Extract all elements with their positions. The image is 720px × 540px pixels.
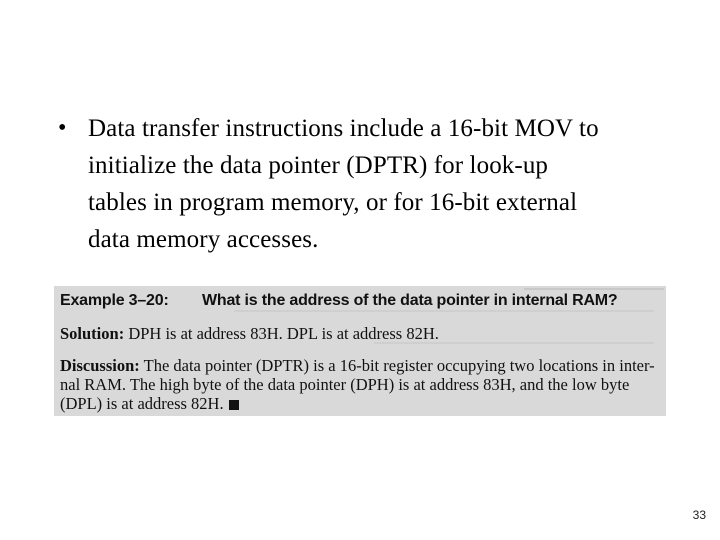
page-number: 33 (692, 508, 706, 522)
bleed-through-mark (524, 288, 664, 290)
scanned-example-image (54, 286, 666, 416)
discussion-line-2 (60, 375, 629, 395)
discussion-text-3: (DPL) is at address 82H. (60, 394, 224, 413)
example-question: What is the address of the data pointer in internal RAM? (202, 292, 618, 309)
solution-label: Solution: (60, 324, 125, 343)
bleed-through-mark (234, 310, 654, 312)
discussion-text-2: nal RAM. The high byte of the data pointer (DPH) is at address 83H, and the low byte (60, 375, 630, 394)
bullet-marker: • (58, 115, 67, 141)
bullet-line-4: data memory accesses. (88, 226, 319, 253)
bullet-text (88, 110, 599, 258)
solution-line (60, 324, 439, 344)
discussion-line-1 (60, 356, 655, 376)
bullet-line-3: tables in program memory, or for 16-bit external (88, 189, 578, 216)
bullet-line-2: initialize the data pointer (DPTR) for look-up (88, 152, 549, 179)
bullet-item (58, 110, 698, 258)
discussion-line-3 (60, 394, 239, 414)
bullet-block (58, 110, 698, 258)
discussion-label: Discussion: (60, 356, 140, 375)
discussion-text-1: The data pointer (DPTR) is a 16-bit register occupying two locations in inter- (143, 356, 655, 375)
solution-text: DPH is at address 83H. DPL is at address 82H. (128, 324, 439, 343)
end-of-example-square-icon (229, 400, 239, 410)
example-heading (60, 292, 618, 310)
bullet-line-1: Data transfer instructions include a 16-bit MOV to (88, 115, 599, 142)
example-label: Example 3–20: (60, 292, 169, 309)
